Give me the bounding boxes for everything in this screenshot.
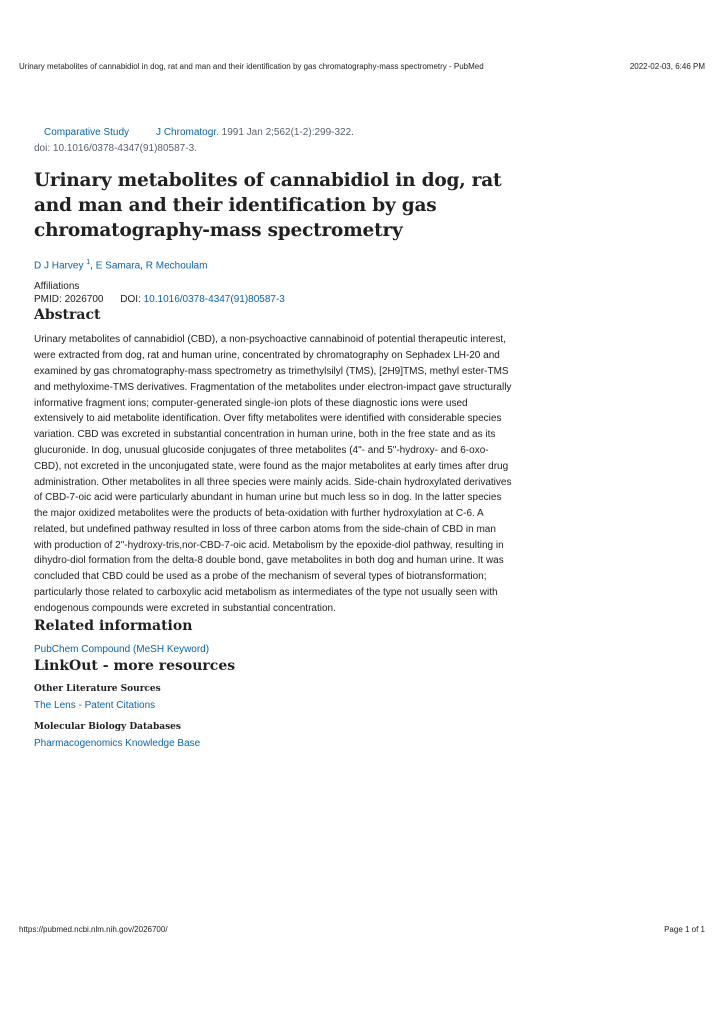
publication-type-link[interactable]: Comparative Study <box>44 127 130 138</box>
author-link[interactable]: E Samara <box>95 260 141 272</box>
citation-line <box>34 126 514 140</box>
journal-link[interactable]: J Chromatogr. <box>156 127 219 138</box>
abstract-text: Urinary metabolites of cannabidiol (CBD), a non-psychoactive cannabinoid of potential therapeutic interest, were extracted from dog, rat and human urine, concentrated by chromatography on Sephadex LH-20 and examined by gas chromatography-mass spectrometry as trimethylsilyl (TMS), [2H9]TMS, methyl ester-TMS and methyloxime-TMS derivatives. Fragmentation of the metabolites under electron-impact gave structurally informative fragment ions; computer-generated single-ion plots of these diagnostic ions were used extensively to aid metabolite identification. Over fifty metabolites were identified with considerable species variation. CBD was excreted in substantial concentration in human urine, both in the free state and as its glucuronide. In dog, unusual glucoside conjugates of three metabolites (4"- and 5"-hydroxy- and 6-oxo-CBD), not excreted in the unconjugated state, were found as the major metabolites at early times after drug administration. Other metabolites in all three species were mainly acids. Side-chain hydroxylated derivatives of CBD-7-oic acid were particularly abundant in human urine but much less so in dog. In the latter species the major oxidized metabolites were the products of beta-oxidation with further hydroxylation at C-6. A related, but undefined pathway resulted in loss of three carbon atoms from the side-chain of CBD in man with production of 2"-hydroxy-tris,nor-CBD-7-oic acid. Metabolism by the epoxide-diol pathway, resulting in dihydro-diol formation from the delta-8 double bond, gave metabolites in both dog and human urine. It was concluded that CBD could be used as a probe of the mechanism of several types of biotransformation; particularly those related to carboxylic acid metabolism as intermediates of the type not usually seen with endogenous compounds were excreted in substantial concentration. <box>34 334 512 614</box>
author-link[interactable]: R Mechoulam <box>145 260 208 272</box>
pmid-value: 2026700 <box>64 294 104 306</box>
author-separator: , <box>140 260 146 272</box>
affiliation-marker[interactable]: 1 <box>86 259 91 266</box>
doi-citation: doi: 10.1016/0378-4347(91)80587-3. <box>34 143 197 154</box>
lens-patent-citations-link[interactable]: The Lens - Patent Citations <box>34 699 156 711</box>
citation-text: 1991 Jan 2;562(1-2):299-322. <box>218 127 354 138</box>
abstract-heading: Abstract <box>34 307 101 324</box>
pmid-label: PMID: <box>34 294 65 306</box>
author-separator: , <box>90 260 96 272</box>
pharmacogenomics-kb-link[interactable]: Pharmacogenomics Knowledge Base <box>34 737 201 749</box>
affiliations-toggle[interactable]: Affiliations <box>34 281 80 293</box>
print-url: https://pubmed.ncbi.nlm.nih.gov/2026700/ <box>19 925 168 934</box>
related-information-heading: Related information <box>34 617 193 634</box>
print-datetime: 2022-02-03, 6:46 PM <box>629 62 705 71</box>
linkout-group-title: Molecular Biology Databases <box>34 721 181 732</box>
print-page-title: Urinary metabolites of cannabidiol in dog, rat and man and their identification by gas chromatography-mass spectrometry - PubMed <box>19 62 484 71</box>
linkout-group-title: Other Literature Sources <box>34 683 161 694</box>
pubchem-compound-link[interactable]: PubChem Compound (MeSH Keyword) <box>34 643 210 655</box>
article <box>34 126 514 751</box>
doi-label: DOI: <box>120 294 144 306</box>
identifiers <box>34 293 514 306</box>
linkout-heading: LinkOut - more resources <box>34 657 236 674</box>
author-link[interactable]: D J Harvey <box>34 260 84 272</box>
print-page-info: Page 1 of 1 <box>664 925 705 934</box>
doi-link[interactable]: 10.1016/0378-4347(91)80587-3 <box>143 294 285 306</box>
author-list <box>34 256 514 273</box>
article-title: Urinary metabolites of cannabidiol in dog, rat and man and their identification by gas chromatography-mass spectrometry <box>34 170 502 241</box>
